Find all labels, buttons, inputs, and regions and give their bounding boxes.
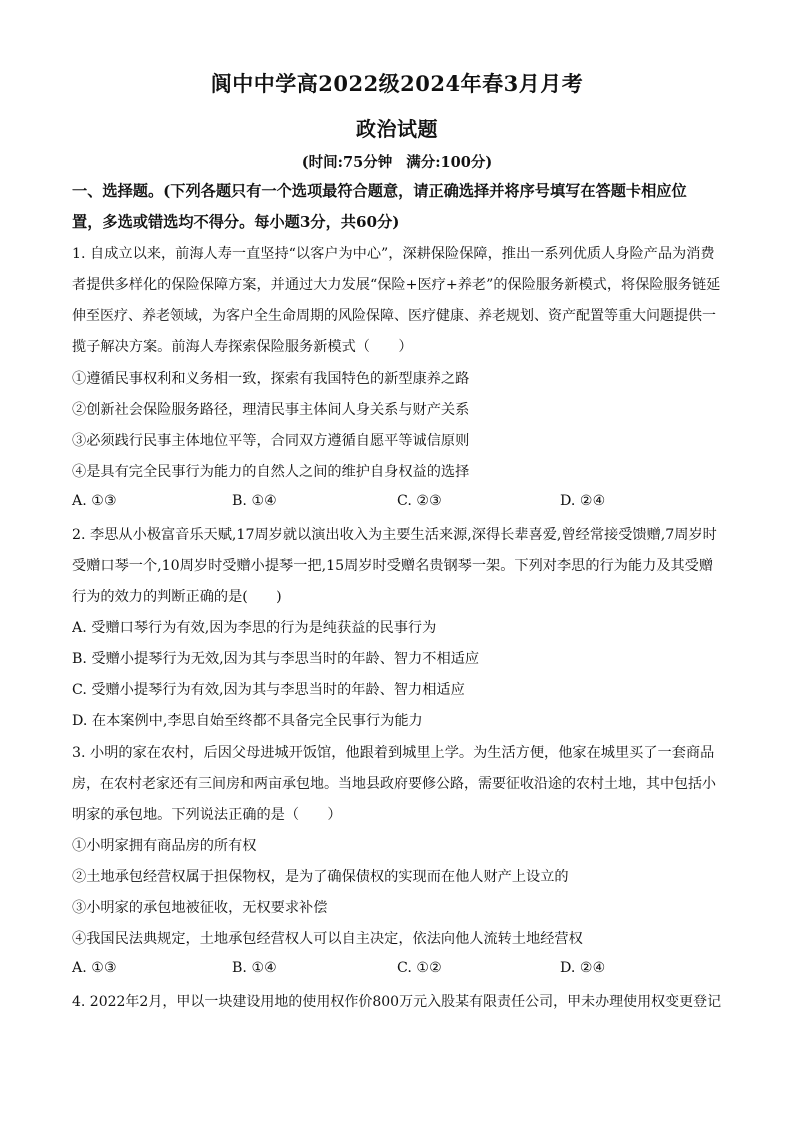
exam-time: (时间:75分钟 xyxy=(301,154,393,171)
exam-score: 满分:100分) xyxy=(406,154,493,171)
question-2-text: 2. 李思从小极富音乐天赋,17周岁就以演出收入为主要生活来源,深得长辈喜爱,曾经常接受馈赠,7周岁时 xyxy=(72,527,717,543)
question-3-text: 房，在农村老家还有三间房和两亩承包地。当地县政府要修公路，需要征收沿途的农村土地，其中包括小 xyxy=(72,776,716,792)
question-1-text: 1. 自成立以来，前海人寿一直坚持“以客户为中心”，深耕保险保障，推出一系列优质人身险产品为消费 xyxy=(72,246,715,262)
option-b[interactable]: B. ①④ xyxy=(232,960,277,976)
question-2-option-b[interactable]: B. 受赠小提琴行为无效,因为其与李思当时的年龄、智力不相适应 xyxy=(72,651,480,667)
option-a[interactable]: A. ①③ xyxy=(72,493,117,509)
question-1-text: 伸至医疗、养老领域，为客户全生命周期的风险保障、医疗健康、养老规划、资产配置等重大问题提供一 xyxy=(72,308,716,324)
exam-subject: 政治试题 xyxy=(356,117,438,141)
question-3-options xyxy=(72,960,732,980)
question-2-option-c[interactable]: C. 受赠小提琴行为有效,因为其与李思当时的年龄、智力相适应 xyxy=(72,682,465,698)
question-3-statement: ③小明家的承包地被征收，无权要求补偿 xyxy=(72,900,328,916)
section-instructions-line1: 一、选择题。(下列各题只有一个选项最符合题意，请正确选择并将序号填写在答题卡相应位 xyxy=(72,182,687,200)
question-2-text: 行为的效力的判断正确的是( ) xyxy=(72,589,282,605)
exam-title: 阆中中学高2022级2024年春3月月考 xyxy=(210,71,584,96)
option-a[interactable]: A. ①③ xyxy=(72,960,117,976)
question-2-option-d[interactable]: D. 在本案例中,李思自始至终都不具备完全民事行为能力 xyxy=(72,713,423,729)
question-2-option-a[interactable]: A. 受赠口琴行为有效,因为李思的行为是纯获益的民事行为 xyxy=(72,620,437,636)
option-d[interactable]: D. ②④ xyxy=(560,960,606,976)
question-4-text: 4. 2022年2月，甲以一块建设用地的使用权作价800万元入股某有限责任公司，甲未办理使用权变更登记 xyxy=(72,994,722,1010)
question-1-text: 者提供多样化的保险保障方案，并通过大力发展“保险+医疗+养老”的保险服务新模式，将保险服务链延 xyxy=(72,277,721,293)
section-instructions-line2: 置，多选或错选均不得分。每小题3分，共60分) xyxy=(72,213,400,231)
option-d[interactable]: D. ②④ xyxy=(560,493,606,509)
question-3-statement: ①小明家拥有商品房的所有权 xyxy=(72,838,257,854)
question-1-statement: ③必须践行民事主体地位平等，合同双方遵循自愿平等诚信原则 xyxy=(72,433,470,449)
question-3-statement: ②土地承包经营权属于担保物权，是为了确保债权的实现而在他人财产上设立的 xyxy=(72,869,569,885)
question-1-statement: ④是具有完全民事行为能力的自然人之间的维护自身权益的选择 xyxy=(72,464,470,480)
option-c[interactable]: C. ①② xyxy=(397,960,442,976)
question-1-options xyxy=(72,493,732,513)
question-3-statement: ④我国民法典规定，土地承包经营权人可以自主决定，依法向他人流转土地经营权 xyxy=(72,931,583,947)
question-3-text: 明家的承包地。下列说法正确的是（ ） xyxy=(72,807,342,823)
question-2-text: 受赠口琴一个,10周岁时受赠小提琴一把,15周岁时受赠名贵钢琴一架。下列对李思的行为能力及其受赠 xyxy=(72,558,714,574)
question-1-text: 揽子解决方案。前海人寿探索保险服务新模式（ ） xyxy=(72,339,413,355)
question-1-statement: ①遵循民事权利和义务相一致，探索有我国特色的新型康养之路 xyxy=(72,371,470,387)
question-3-text: 3. 小明的家在农村，后因父母进城开饭馆，他跟着到城里上学。为生活方便，他家在城里买了一套商品 xyxy=(72,745,715,761)
option-c[interactable]: C. ②③ xyxy=(397,493,442,509)
exam-meta xyxy=(0,151,794,172)
option-b[interactable]: B. ①④ xyxy=(232,493,277,509)
question-1-statement: ②创新社会保险服务路径，理清民事主体间人身关系与财产关系 xyxy=(72,402,470,418)
